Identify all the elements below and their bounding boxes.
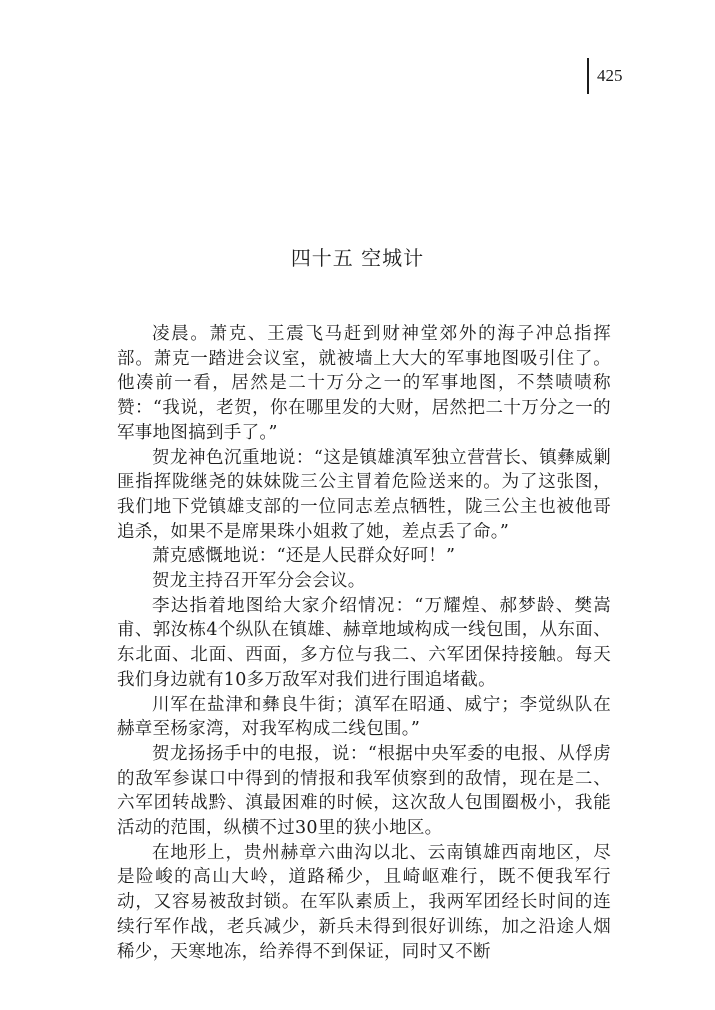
paragraph: 川军在盐津和彝良牛街；滇军在昭通、威宁；李觉纵队在赫章至杨家湾，对我军构成二线包围。” <box>117 694 611 740</box>
paragraph: 贺龙扬扬手中的电报，说：“根据中央军委的电报、从俘虏的敌军参谋口中得到的情报和我军侦察到的敌情，现在是二、六军团转战黔、滇最困难的时候，这次敌人包围圈极小，我能活动的范围，纵横不过30里的狭小地区。 <box>117 743 611 839</box>
paragraph: 凌晨。萧克、王震飞马赶到财神堂郊外的海子冲总指挥部。萧克一踏进会议室，就被墙上大大的军事地图吸引住了。他凑前一看，居然是二十万分之一的军事地图，不禁啧啧称赞：“我说，老贺，你在哪里发的大财，居然把二十万分之一的军事地图搞到手了。” <box>117 324 611 443</box>
body-text <box>117 322 611 964</box>
page-number: 425 <box>597 66 623 85</box>
chapter-title: 四十五 空城计 <box>290 246 425 270</box>
paragraph: 萧克感慨地说：“还是人民群众好呵！” <box>152 546 456 567</box>
paragraph: 在地形上，贵州赫章六曲沟以北、云南镇雄西南地区，尽是险峻的高山大岭，道路稀少，且崎岖难行，既不便我军行动，又容易被敌封锁。在军队素质上，我两军团经长时间的连续行军作战，老兵减少，新兵未得到很好训练，加之沿途人烟稀少，天寒地冻，给养得不到保证，同时又不断 <box>117 842 611 962</box>
paragraph: 李达指着地图给大家介绍情况：“万耀煌、郝梦龄、樊嵩甫、郭汝栋4个纵队在镇雄、赫章地域构成一线包围，从东面、东北面、北面、西面，多方位与我二、六军团保持接触。每天我们身边就有10多万敌军对我们进行围追堵截。 <box>117 595 611 690</box>
paragraph: 贺龙神色沉重地说：“这是镇雄滇军独立营营长、镇彝威剿匪指挥陇继尧的妹妹陇三公主冒着危险送来的。为了这张图，我们地下党镇雄支部的一位同志差点牺牲，陇三公主也被他哥追杀，如果不是席果珠小姐救了她，差点丢了命。” <box>117 447 611 542</box>
paragraph: 贺龙主持召开军分会会议。 <box>152 571 366 592</box>
header-rule <box>587 58 589 94</box>
